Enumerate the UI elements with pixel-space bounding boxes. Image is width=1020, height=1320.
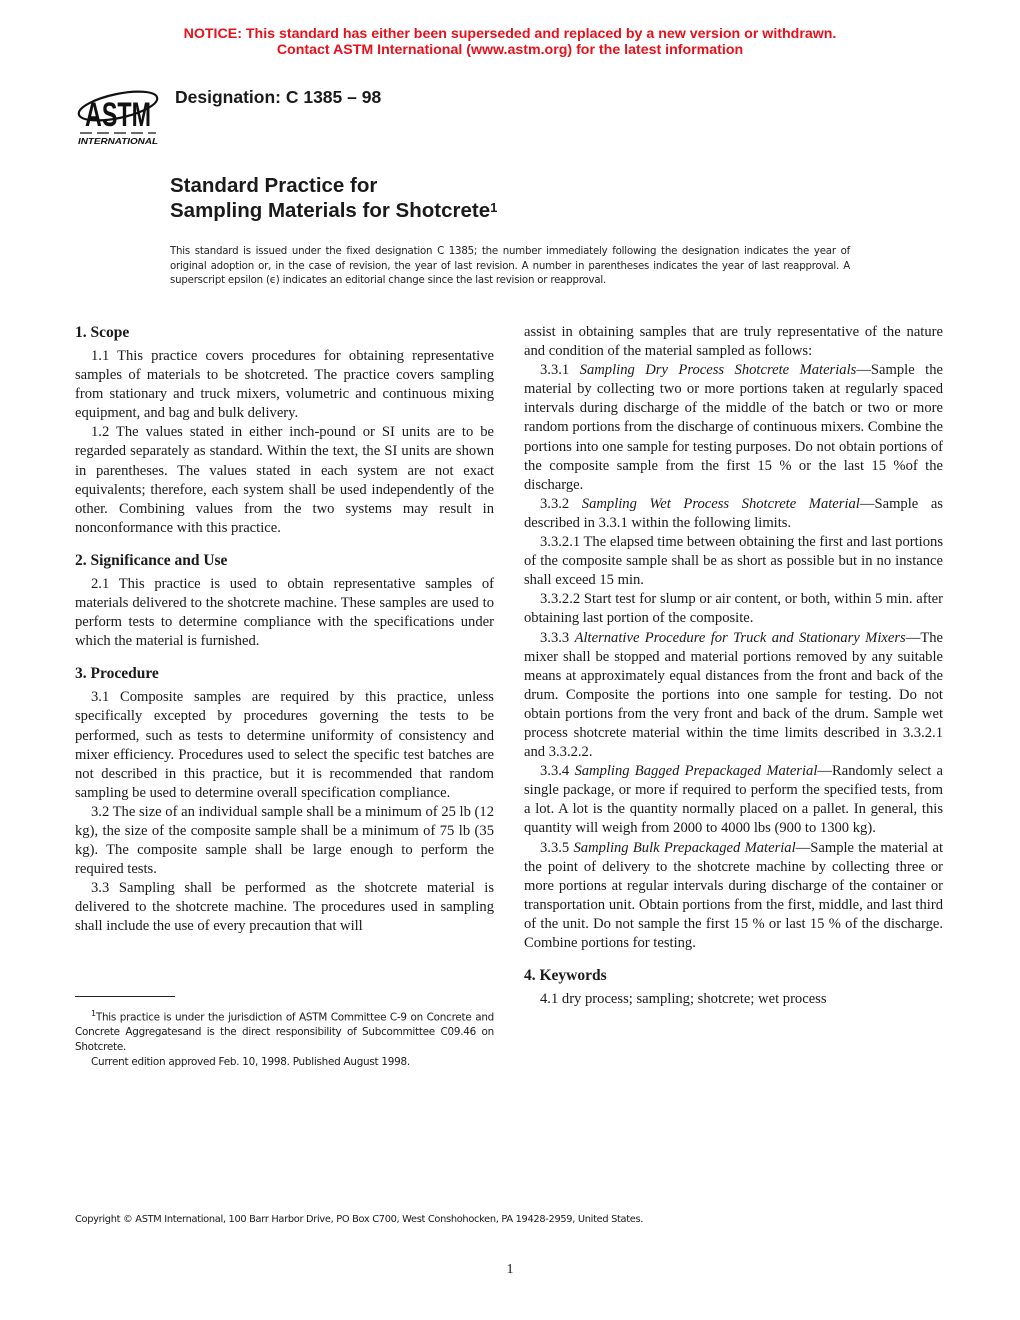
- document-title: [170, 173, 497, 223]
- footnote: [75, 1007, 494, 1070]
- para-title: Alternative Procedure for Truck and Stationary Mixers: [574, 629, 906, 646]
- para-text: —Randomly select a single package, or more if required to perform the specified tests, from a lot. A lot is the quantity normally placed on a pallet. In general, this quantity will weigh from 2000 to 4000 lbs (900 to 1300 kg).: [524, 763, 943, 837]
- title-line-1: Standard Practice for: [170, 174, 378, 197]
- paragraph-1-1: 1.1 This practice covers procedures for obtaining representative samples of materials to be shotcreted. The practice covers sampling from stationary and truck mixers, volumetric and continuous mixing equipment, and bag and bulk delivery.: [75, 348, 494, 422]
- footnote-ref: 1: [91, 1009, 96, 1018]
- para-title: Sampling Wet Process Shotcrete Material: [581, 495, 860, 512]
- section-heading-keywords: 4. Keywords: [524, 967, 607, 985]
- para-text: —Sample as described in 3.3.1 within the following limits.: [524, 495, 943, 531]
- left-column: [75, 323, 494, 937]
- para-text: —Sample the material at the point of delivery to the shotcrete machine by collecting three or more portions at regular intervals during discharge of the container or transportation unit. Obtain portions from the first, middle, and last third of the unit. Do not sample the first 15 % or last 15 % of the discharge. Combine portions for testing.: [524, 839, 944, 951]
- footnote-1: [75, 1007, 494, 1055]
- title-text: Sampling Materials for Shotcrete: [170, 199, 491, 222]
- para-title: Sampling Bulk Prepackaged Material: [573, 839, 796, 856]
- paragraph-3-2: 3.2 The size of an individual sample shall be a minimum of 25 lb (12 kg), the size of the composite sample shall be a minimum of 75 lb (35 kg). The composite sample shall be large enough to perform the required tests.: [75, 803, 495, 878]
- svg-text:ASTM: ASTM: [85, 96, 151, 134]
- para-text: —The mixer shall be stopped and material portions removed by any suitable means at approximately equal distances from the front and back of the drum. Composite the portions into one sample for testing. Do not obtain portions from the very front and back of the drum. Sample wet process shotcrete material within the time limits described in 3.3.2.1 and 3.3.2.2.: [524, 629, 944, 761]
- para-num: 3.3.2: [540, 495, 582, 512]
- para-title: Sampling Bagged Prepackaged Material: [574, 763, 818, 780]
- para-title: Sampling Dry Process Shotcrete Materials: [579, 362, 857, 379]
- para-num: 3.3.4: [540, 763, 575, 780]
- para-num: 3.3.3: [540, 629, 575, 646]
- notice-line-2: Contact ASTM International (www.astm.org) for the latest information: [276, 42, 744, 58]
- title-line-2: [170, 198, 497, 223]
- paragraph-3-3-1: [524, 361, 943, 495]
- designation: Designation: C 1385 – 98: [175, 87, 382, 107]
- section-heading-significance: 2. Significance and Use: [75, 551, 228, 569]
- page-number: 1: [506, 1262, 514, 1277]
- supersede-notice: [0, 26, 1020, 58]
- section-heading-procedure: 3. Procedure: [75, 665, 159, 683]
- title-footnote-ref: 1: [490, 200, 498, 215]
- para-num: 3.3.5: [540, 839, 574, 856]
- footnote-edition: Current edition approved Feb. 10, 1998. Published August 1998.: [91, 1055, 410, 1068]
- footnote-divider: [75, 996, 175, 997]
- paragraph-3-1: 3.1 Composite samples are required by this practice, unless specifically excepted by procedures governing the tests to be performed, such as tests to determine uniformity of consistency and mixer efficiency. Procedures used to select the specific test batches are not described in this practice, but it is recommended that random sampling be used to determine overall specification compliance.: [75, 689, 494, 801]
- footnote-text: This practice is under the jurisdiction of ASTM Committee C-9 on Concrete and Concrete Aggregatesand is the direct responsibility of Subcommittee C09.46 on Shotcrete.: [75, 1011, 494, 1054]
- para-num: 3.3.1: [540, 362, 580, 379]
- paragraph-3-3-2-1: 3.3.2.1 The elapsed time between obtaining the first and last portions of the composite sample shall be as short as possible but in no instance shall exceed 15 min.: [524, 534, 943, 589]
- standard-note: This standard is issued under the fixed designation C 1385; the number immediately following the designation indicates the year of original adoption or, in the case of revision, the year of last revision. A number in parentheses indicates the year of last reapproval. A superscript epsilon (ϵ) indicates an editorial change since the last revision or reapproval.: [170, 246, 850, 286]
- paragraph-3-3-2-2: 3.3.2.2 Start test for slump or air content, or both, within 5 min. after obtaining last portion of the composite.: [524, 591, 943, 627]
- paragraph-3-3-2: [524, 495, 943, 533]
- paragraph-4-1: 4.1 dry process; sampling; shotcrete; wet process: [540, 991, 827, 1008]
- copyright: Copyright © ASTM International, 100 Barr Harbor Drive, PO Box C700, West Conshohocken, PA 19428-2959, United States.: [75, 1214, 644, 1225]
- section-heading-scope: 1. Scope: [75, 324, 130, 341]
- paragraph-1-2: 1.2 The values stated in either inch-pound or SI units are to be regarded separately as standard. Within the text, the SI units are shown in parentheses. The values stated in each system are not exact equivalents; therefore, each system shall be used independently of the other. Combining values from the two systems may result in nonconformance with this practice.: [75, 424, 494, 536]
- para-text: —Sample the material by collecting two or more portions taken at regularly spaced intervals during discharge of the middle of the batch or two or more random portions from the discharge of continuous mixers. Combine the portions into one sample for testing purposes. Do not obtain portions of the composite sample from the first 15 % or the last 15 %of the discharge.: [524, 362, 943, 493]
- paragraph-3-3-3: [524, 629, 943, 763]
- right-column: [524, 323, 943, 1009]
- notice-line-1: NOTICE: This standard has either been superseded and replaced by a new version or withdrawn.: [183, 26, 837, 42]
- svg-text:INTERNATIONAL: INTERNATIONAL: [78, 136, 158, 146]
- astm-logo: [76, 76, 160, 146]
- paragraph-3-3: 3.3 Sampling shall be performed as the shotcrete material is delivered to the shotcrete machine. The procedures used in sampling shall include the use of every precaution that will: [75, 880, 494, 935]
- paragraph-2-1: 2.1 This practice is used to obtain representative samples of materials delivered to the shotcrete machine. These samples are used to perform tests to determine compliance with the specifications under which the material is furnished.: [75, 575, 494, 650]
- paragraph-3-3-4: [524, 762, 943, 838]
- paragraph-3-3-continued: assist in obtaining samples that are truly representative of the nature and condition of the material sampled as follows:: [524, 324, 943, 360]
- paragraph-3-3-5: [524, 839, 943, 954]
